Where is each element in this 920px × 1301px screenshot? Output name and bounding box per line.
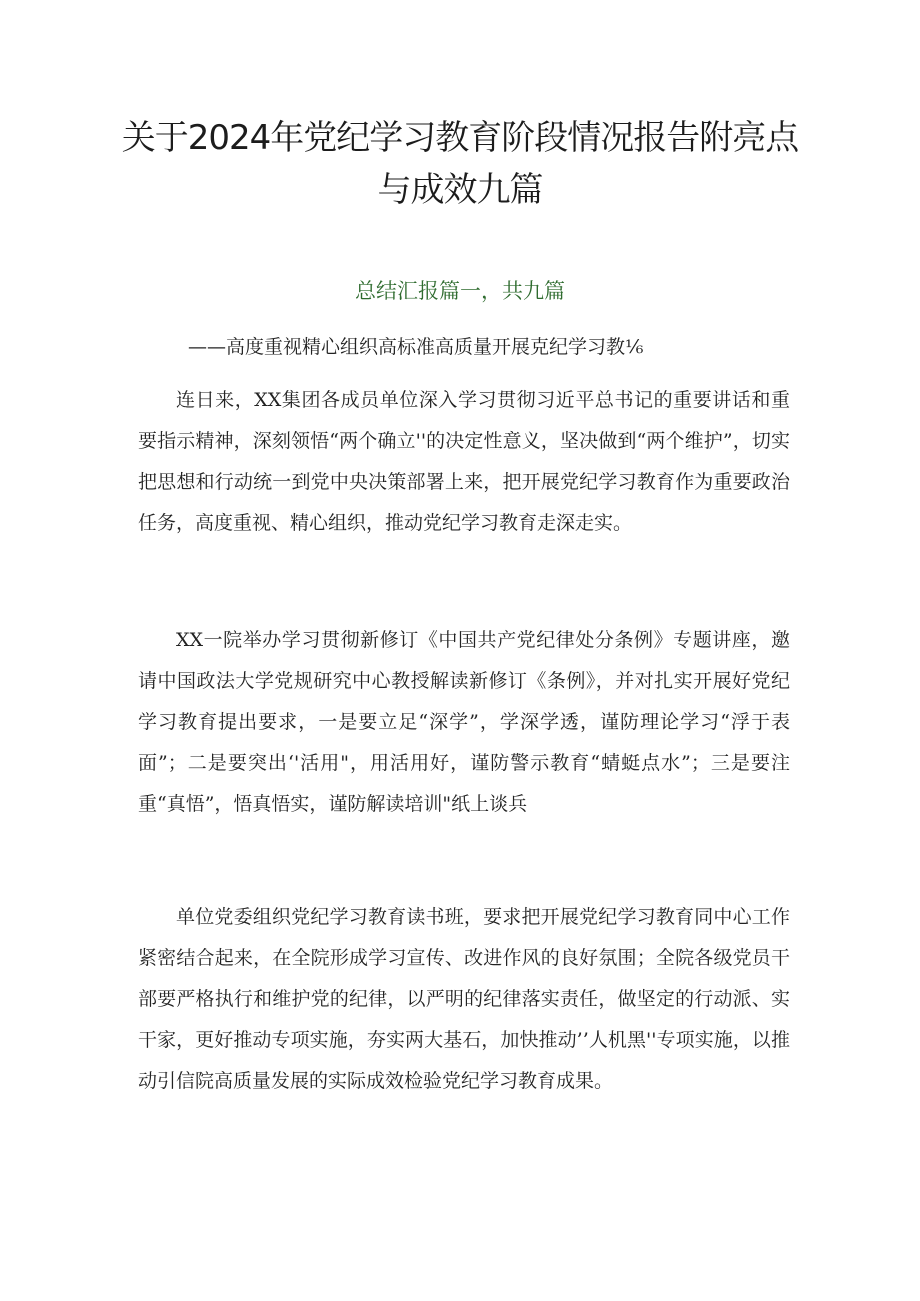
section-subtitle: 总结汇报篇一，共九篇 — [355, 279, 565, 303]
section-tagline: ——高度重视精心组织高标准高质量开展克纪学习教⅙ — [188, 336, 644, 358]
paragraph-3: 单位党委组织党纪学习教育读书班，要求把开展党纪学习教育同中心工作紧密结合起来，在全院形成学习宣传、改进作风的良好氛围；全院各级党员干部要严格执行和维护党的纪律，以严明的纪律落实责任，做坚定的行动派、实干家，更好推动专项实施，夯实两大基石，加快推动’’人机黑''专项实施，以推动引信院高质量发展的实际成效检验党纪学习教育成果。 — [138, 906, 790, 1092]
document-title: 关于2024年党纪学习教育阶段情况报告附亮点与成效九篇 — [121, 118, 799, 210]
paragraph-2: XX一院举办学习贯彻新修订《中国共产党纪律处分条例》专题讲座，邀请中国政法大学党规研究中心教授解读新修订《条例》，并对扎实开展好党纪学习教育提出要求，一是要立足“深学”，学深学透，谨防理论学习“浮于表面”；二是要突出‘'活用"，用活用好，谨防警示教育“蜻蜓点水”；三是要注重“真悟”，悟真悟实，谨防解读培训"纸上谈兵 — [138, 629, 790, 815]
paragraph-1: 连日来，XX集团各成员单位深入学习贯彻习近平总书记的重要讲话和重要指示精神，深刻领悟“两个确立''的决定性意义，坚决做到“两个维护”，切实把思想和行动统一到党中央决策部署上来，把开展党纪学习教育作为重要政治任务，高度重视、精心组织，推动党纪学习教育走深走实。 — [138, 389, 790, 534]
